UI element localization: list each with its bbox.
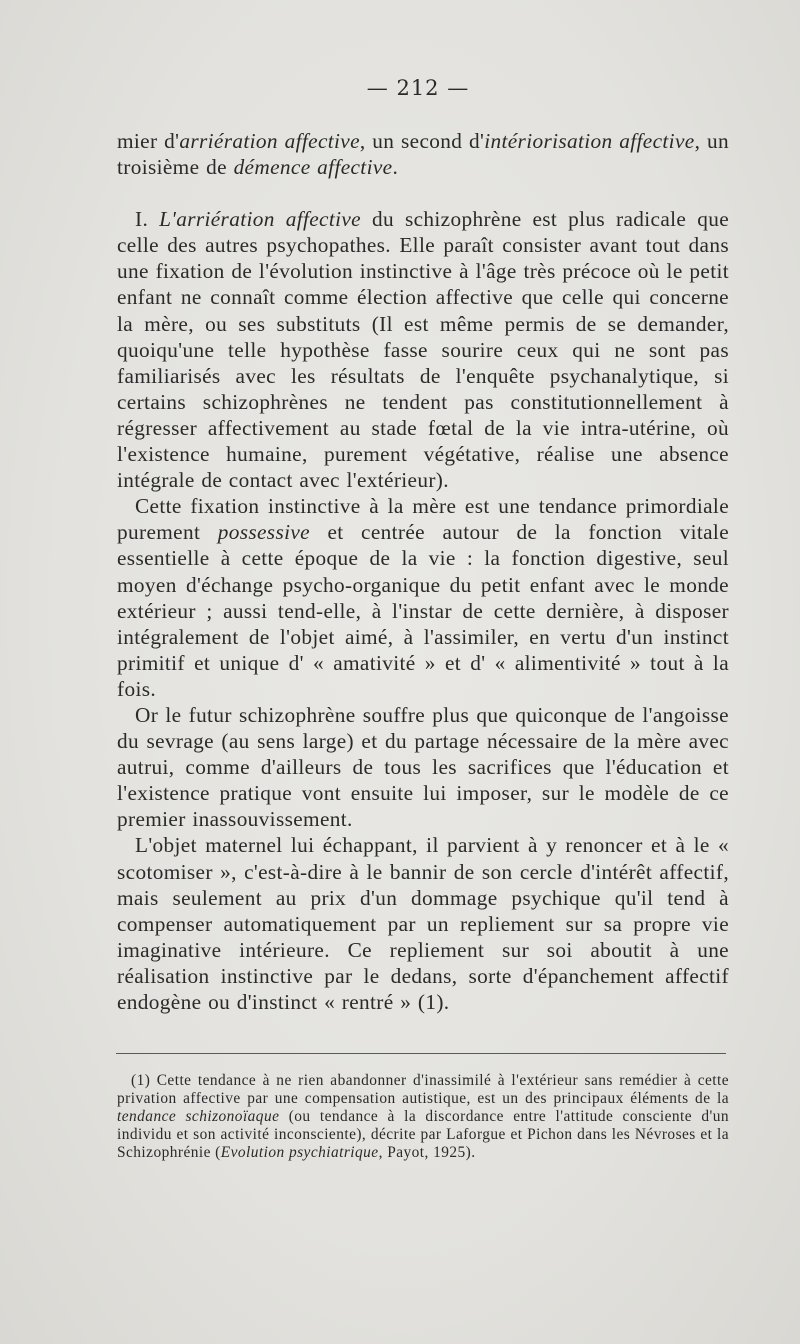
paragraph-fixation [117,493,729,702]
main-text [117,128,729,1015]
text-run: , Payot, 1925). [378,1143,476,1161]
footnote [117,1072,729,1162]
text-run: du schizophrène est plus radicale que celle des autres psychopathes. Elle paraît consister avant tout dans une fixation de l'évolution instinctive à l'âge très précoce où le petit enfant ne connaît comme élection affective que celle qui concerne la mère, ou ses substituts (Il est même permis de se demander, quoiqu'une telle hypothèse fasse sourire ceux qui ne sont pas familiarisés avec les résultats de l'enquête psychanalytique, si certains schizophrènes ne tendent pas constitutionnellement à régresser affectivement au stade fœtal de la vie intra-utérine, où l'existence humaine, purement végétative, réalise une absence intégrale de contact avec l'extérieur). [117,207,730,493]
italic-phrase: tendance schizonoïaque [117,1107,280,1125]
paragraph-continuation [117,128,729,180]
text-run: Or le futur schizophrène souffre plus que quiconque de l'angoisse du sevrage (au sens large) et du partage nécessaire de la mère avec autrui, comme d'ailleurs de tous les sacrifices que l'éducation et l'existence pratique vont ensuite lui imposer, sur le modèle de ce premier inassouvissement. [117,702,729,832]
text-run: (ou tendance à la discordance entre l'attitude consciente d'un individu et son activité inconsciente), décrite par Laforgue et Pichon dans les Névroses et la Schizophrénie ( [117,1107,729,1161]
text-run: mier d' [117,129,180,153]
text-run: , un second d' [359,129,485,153]
page-number: — 212 — [366,76,470,100]
footnote-divider [116,1053,726,1054]
text-run: Cette fixation instinctive à la mère est une tendance primordiale purement [117,494,729,545]
italic-phrase: L'arriération affective [159,207,361,232]
text-run: I. [135,207,160,232]
text-run: . [392,155,399,180]
italic-phrase: démence affective [233,155,393,180]
italic-phrase: intériorisation affective [484,129,695,153]
text-run: et centrée autour de la fonction vitale essentielle à cette époque de la vie : la fonction digestive, seul moyen d'échange psycho-organique du petit enfant avec le monde extérieur ; aussi tend-elle, à l'instar de cette dernière, à disposer intégralement de l'objet aimé, à l'assimiler, en vertu d'un instinct primitif et unique d' « amativité » et d' « alimentivité » tout à la fois. [117,520,729,701]
footnote-text [117,1072,729,1162]
paragraph-sevrage [117,702,729,832]
text-run: L'objet maternel lui échappant, il parvient à y renoncer et à le « scotomiser », c'est-à-dire à le bannir de son cercle d'intérêt affectif, mais seulement au prix d'un dommage psychique qu'il tend à compenser automatiquement par un repliement sur sa propre vie imaginative intérieure. Ce repliement sur soi aboutit à une réalisation instinctive par le dedans, sorte d'épanchement affectif endogène ou d'instinct « rentré » (1). [117,833,729,1014]
italic-phrase: arriération affective [179,129,360,153]
text-run: (1) Cette tendance à ne rien abandonner d'inassimilé à l'extérieur sans remédier à cette privation affective par une compensation autistique, est un des principaux éléments de la [117,1072,729,1107]
paragraph-objet-maternel [117,832,729,1015]
paragraph-section-one [117,206,729,493]
italic-phrase: Evolution psychiatrique [220,1143,379,1161]
italic-phrase: possessive [217,520,310,545]
text-run: , un troisième de [117,129,729,180]
